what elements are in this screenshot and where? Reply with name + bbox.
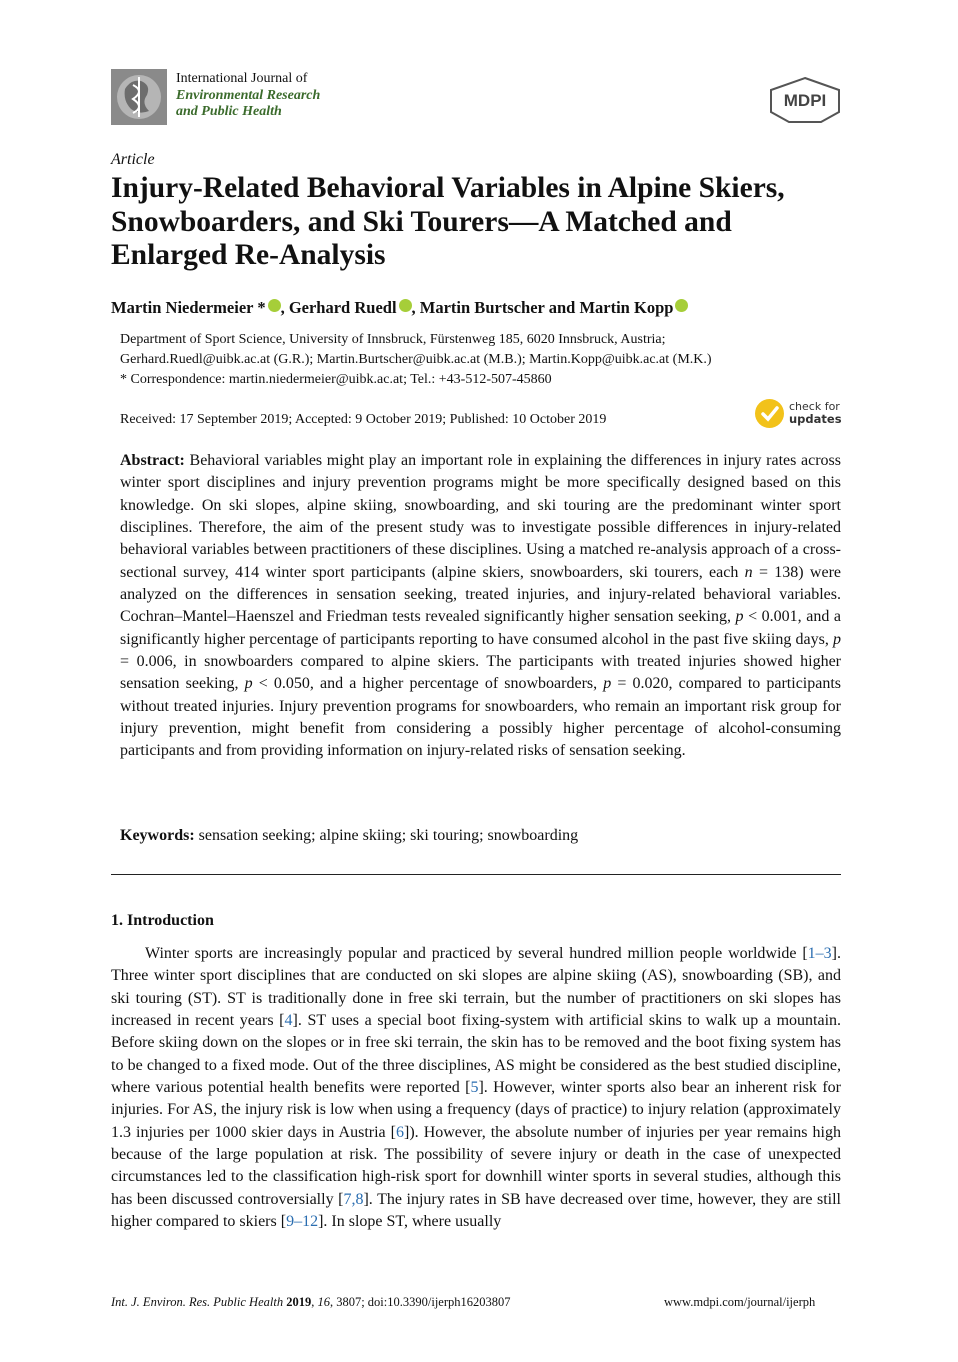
citation-link[interactable]: 9–12: [286, 1213, 319, 1231]
journal-logo-icon: [111, 69, 167, 125]
body-text: ]. Three winter sport disciplines that are conducted on ski slopes are alpine skiing (AS), snowboarding (SB), and ski touring (ST). ST is traditionally done in free ski terrain, but the number of practitioners on ski slopes has increased in recent years [: [111, 945, 841, 1030]
body-text: Winter sports are increasingly popular and practiced by several hundred million people worldwide [: [145, 945, 808, 962]
author-name[interactable]: Martin Niedermeier: [111, 298, 254, 317]
journal-name: [176, 71, 320, 121]
keywords-label: Keywords:: [120, 827, 195, 844]
author-separator: ,: [411, 298, 420, 317]
abstract-text: = 138) were analyzed on the differences in sensation seeking, treated injuries, and injury-related behavioral variables. Cochran–Mantel–Haenszel and Friedman tests revealed significantly higher sensation seeking,: [120, 563, 842, 626]
abstract-var: p: [244, 675, 253, 693]
mdpi-logo-icon: [768, 76, 842, 124]
publication-dates: Received: 17 September 2019; Accepted: 9 October 2019; Published: 10 October 2019: [120, 412, 607, 427]
article-type: Article: [111, 151, 155, 168]
author-name[interactable]: Gerhard Ruedl: [288, 298, 397, 317]
author-name[interactable]: Martin Burtscher: [419, 298, 545, 317]
citation-link[interactable]: 7,8: [343, 1190, 364, 1208]
body-text: ]). However, the absolute number of injuries per year remains high because of the large population at risk. The possibility of severe injury or death in the case of unexpected circumstances led to the classification high-risk sport for downhill winter sports in several studies, although this has been discussed controversially [: [111, 1123, 841, 1208]
orcid-icon[interactable]: [675, 299, 688, 312]
abstract-label: Abstract:: [120, 452, 185, 469]
check-for-updates-button[interactable]: [755, 399, 847, 433]
corresponding-marker: *: [253, 298, 266, 317]
check-updates-line2: updates: [789, 412, 842, 426]
body-text: ]. In slope ST, where usually: [318, 1213, 502, 1231]
abstract-text: Behavioral variables might play an important role in explaining the differences in injury rates across winter sport disciplines and injury prevention programs might be more specifically designed based on this knowledge. On ski slopes, alpine skiing, snowboarding, and ski touring are the predominant winter sport disciplines. Therefore, the aim of the present study was to investigate possible differences in injury-related behavioral variables between practitioners of these disciplines. Using a matched re-analysis approach of a cross-sectional survey, 414 winter sport participants (alpine skiers, snowboarders, ski tourers, each: [120, 452, 841, 581]
footer-url[interactable]: www.mdpi.com/journal/ijerph: [664, 1295, 816, 1309]
footer-volume: 16: [317, 1295, 330, 1309]
footer-journal: Int. J. Environ. Res. Public Health: [111, 1295, 284, 1309]
keywords-text: sensation seeking; alpine skiing; ski touring; snowboarding: [194, 827, 579, 844]
abstract-var: p: [603, 675, 612, 693]
check-updates-icon: [755, 399, 784, 428]
abstract-text: < 0.001, and a significantly higher percentage of participants reporting to have consumed alcohol in the past five skiing days,: [120, 608, 841, 648]
abstract-text: = 0.020, compared to participants without treated injuries. Injury prevention programs for snowboarders, who remain an important risk group for injury prevention, might benefit from considering a possibly higher percentage of alcohol-consuming participants and from providing information on injury-related risks of sensation seeking.: [120, 675, 842, 760]
check-updates-line1: check for: [789, 400, 840, 413]
abstract-var: p: [833, 630, 841, 648]
body-text: ]. However, winter sports also bear an inherent risk for injuries. For AS, the injury risk is low when using a frequency (days of practice) to injury relation (approximately 1.3 injuries per 1000 skier days in Austria [: [111, 1079, 841, 1141]
author-name[interactable]: Martin Kopp: [579, 298, 674, 317]
orcid-icon[interactable]: [399, 299, 412, 312]
keywords: [120, 827, 841, 845]
intro-paragraph: [111, 943, 841, 1233]
citation-link[interactable]: 1–3: [807, 945, 832, 962]
author-separator: and: [544, 298, 580, 317]
body-text: ]. ST uses a special boot fixing-system with artificial skins to walk up a mountain. Before skiing down on the slopes or in free ski terrain, the skin has to be removed and the boot fixing system has to be changed to a fixed mode. Out of the three disciplines, AS might be considered as the best studied discipline, where various potential health benefits were reported [: [111, 1012, 842, 1097]
abstract-text: < 0.050, and a higher percentage of snowboarders,: [252, 675, 604, 693]
abstract-text: = 0.006, in snowboarders compared to alpine skiers. The participants with treated injuries showed higher sensation seeking,: [120, 653, 841, 693]
abstract-var: p: [735, 608, 744, 626]
abstract-var: n: [744, 563, 753, 581]
citation-link[interactable]: 6: [396, 1123, 405, 1141]
footer-doi[interactable]: , 3807; doi:10.3390/ijerph16203807: [329, 1295, 511, 1309]
affiliation-emails[interactable]: Gerhard.Ruedl@uibk.ac.at (G.R.); Martin.Burtscher@uibk.ac.at (M.B.); Martin.Kopp@uibk.ac.at (M.K.): [120, 352, 712, 367]
affiliation-block: [120, 330, 850, 390]
author-separator: ,: [280, 298, 289, 317]
citation-link[interactable]: 5: [470, 1079, 479, 1097]
abstract: [120, 450, 841, 763]
section-divider: [111, 874, 841, 875]
affiliation-line: Department of Sport Science, University of Innsbruck, Fürstenweg 185, 6020 Innsbruck, Austria;: [120, 332, 666, 347]
footer-year: 2019: [286, 1295, 312, 1309]
orcid-icon[interactable]: [268, 299, 281, 312]
body-text: ]. The injury rates in SB have decreased over time, however, they are still higher compared to skiers [: [111, 1190, 841, 1231]
publisher-name: MDPI: [783, 91, 827, 110]
journal-title-line1: Environmental Research: [176, 87, 321, 103]
author-list: [111, 298, 851, 318]
correspondence-line[interactable]: * Correspondence: martin.niedermeier@uibk.ac.at; Tel.: +43-512-507-45860: [120, 372, 552, 387]
journal-prefix: International Journal of: [176, 71, 308, 86]
journal-title-line2: and Public Health: [176, 104, 282, 119]
section-heading: 1. Introduction: [111, 912, 214, 929]
page-title: Injury-Related Behavioral Variables in Alpine Skiers, Snowboarders, and Ski Tourers—A Matched and Enlarged Re-Analysis: [111, 172, 785, 271]
citation-link[interactable]: 4: [284, 1012, 293, 1030]
footer-citation: Int. J. Environ. Res. Public Health 2019, 16, 3807; doi:10.3390/ijerph16203807: [111, 1295, 511, 1309]
